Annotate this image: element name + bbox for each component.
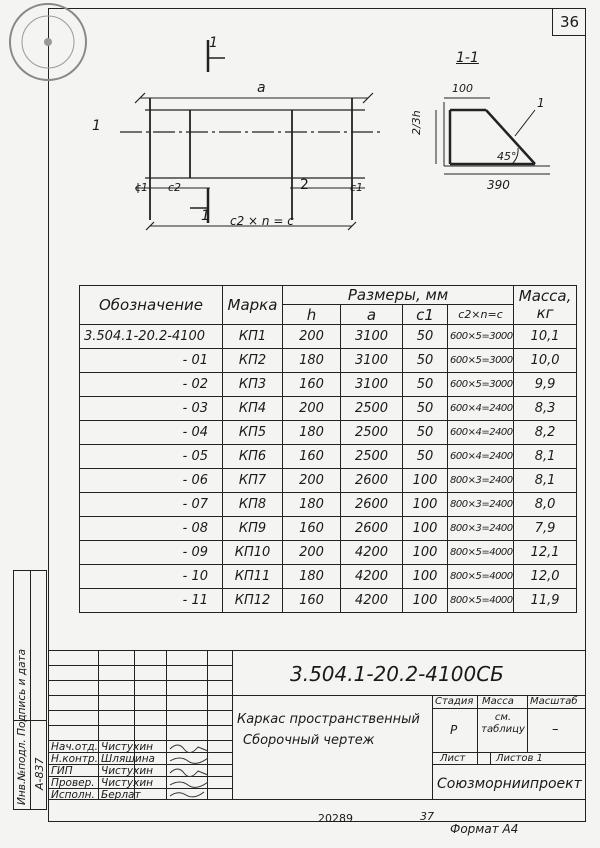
section-angle: 45° — [497, 150, 517, 163]
section-dim-height: 2/3h — [410, 110, 423, 135]
a-cell: 3100 — [341, 349, 403, 373]
table-row — [80, 349, 577, 373]
table-row — [80, 373, 577, 397]
mass-cell: 12,1 — [514, 541, 577, 565]
formula-cell: 800×5=4000 — [448, 565, 514, 589]
designation-cell: - 09 — [80, 541, 223, 565]
c1-cell: 50 — [403, 445, 448, 469]
header-formula: c2×n=c — [448, 305, 514, 325]
mass-cell: 9,9 — [514, 373, 577, 397]
c1-cell: 50 — [403, 421, 448, 445]
mass-value: см. таблицу — [481, 712, 525, 735]
signer-role: Нач.отд. — [51, 741, 99, 753]
mass-cell: 11,9 — [514, 589, 577, 613]
h-cell: 180 — [283, 565, 341, 589]
designation-cell: - 11 — [80, 589, 223, 613]
mass-header: Масса — [482, 696, 514, 707]
mass-cell: 8,2 — [514, 421, 577, 445]
header-a: a — [341, 305, 403, 325]
sheet-header: Лист — [440, 753, 466, 764]
formula-cell: 600×4=2400 — [448, 397, 514, 421]
a-cell: 3100 — [341, 325, 403, 349]
mark-cell: КП2 — [223, 349, 283, 373]
h-cell: 200 — [283, 397, 341, 421]
table-row — [80, 397, 577, 421]
c1-cell: 100 — [403, 541, 448, 565]
formula-cell: 800×5=4000 — [448, 541, 514, 565]
mark-cell: КП10 — [223, 541, 283, 565]
header-sizes: Размеры, мм — [283, 286, 514, 305]
mass-cell: 8,1 — [514, 445, 577, 469]
table-row — [80, 421, 577, 445]
c1-cell: 50 — [403, 325, 448, 349]
a-cell: 2500 — [341, 445, 403, 469]
table-row — [80, 541, 577, 565]
mass-cell: 10,0 — [514, 349, 577, 373]
signer-role: ГИП — [51, 765, 73, 777]
designation-cell: - 08 — [80, 517, 223, 541]
mass-cell: 8,3 — [514, 397, 577, 421]
header-mass: Масса, кг — [514, 286, 577, 325]
signer-role: Провер. — [51, 777, 95, 789]
drawing-title-line1: Каркас пространственный — [237, 712, 420, 727]
table-row — [80, 325, 577, 349]
h-cell: 180 — [283, 349, 341, 373]
stage-value: Р — [450, 723, 458, 737]
mark-cell: КП11 — [223, 565, 283, 589]
a-cell: 2600 — [341, 493, 403, 517]
signer-name: Чистухин — [101, 741, 154, 753]
designation-cell: - 10 — [80, 565, 223, 589]
mass-cell: 7,9 — [514, 517, 577, 541]
mark-cell: КП1 — [223, 325, 283, 349]
formula-cell: 800×3=2400 — [448, 493, 514, 517]
footer-number: 20289 — [318, 812, 353, 825]
c1-cell: 50 — [403, 349, 448, 373]
h-cell: 160 — [283, 589, 341, 613]
drawing-code: 3.504.1-20.2-4100СБ — [290, 662, 504, 686]
c1-cell: 50 — [403, 397, 448, 421]
signer-role: Н.контр. — [51, 753, 98, 765]
a-cell: 2500 — [341, 421, 403, 445]
table-row — [80, 445, 577, 469]
sheets-header: Листов 1 — [496, 753, 543, 764]
c1-cell: 100 — [403, 589, 448, 613]
mass-cell: 12,0 — [514, 565, 577, 589]
drawing-title-line2: Сборочный чертеж — [243, 733, 375, 748]
designation-cell: - 02 — [80, 373, 223, 397]
a-cell: 3100 — [341, 373, 403, 397]
formula-cell: 800×5=4000 — [448, 589, 514, 613]
a-cell: 4200 — [341, 565, 403, 589]
h-cell: 200 — [283, 325, 341, 349]
footer-page: 37 — [420, 810, 434, 823]
scale-value: – — [552, 722, 559, 737]
section-title: 1-1 — [456, 50, 479, 66]
header-c1: c1 — [403, 305, 448, 325]
table-row — [80, 517, 577, 541]
h-cell: 160 — [283, 517, 341, 541]
sheet-number: 36 — [560, 13, 580, 31]
table-row — [80, 469, 577, 493]
header-designation: Обозначение — [80, 286, 223, 325]
designation-cell: - 04 — [80, 421, 223, 445]
designation-cell: - 06 — [80, 469, 223, 493]
c1-cell: 100 — [403, 517, 448, 541]
plan-section-mark-bottom: 1 — [201, 208, 210, 224]
h-cell: 200 — [283, 469, 341, 493]
signer-name: Чистухин — [101, 777, 154, 789]
organization: Союзморниипроект — [437, 776, 582, 792]
formula-cell: 600×4=2400 — [448, 445, 514, 469]
signatures — [166, 740, 232, 800]
mass-cell: 8,1 — [514, 469, 577, 493]
signer-role: Исполн. — [51, 789, 95, 801]
a-cell: 2600 — [341, 517, 403, 541]
formula-cell: 800×3=2400 — [448, 469, 514, 493]
footer-format: Формат А4 — [450, 822, 519, 836]
signer-name: Шляшина — [101, 753, 155, 765]
header-mark: Марка — [223, 286, 283, 325]
h-cell: 160 — [283, 445, 341, 469]
c1-cell: 100 — [403, 565, 448, 589]
scale-header: Масштаб — [530, 696, 578, 707]
plan-label-2: 2 — [300, 177, 309, 193]
mark-cell: КП4 — [223, 397, 283, 421]
h-cell: 180 — [283, 421, 341, 445]
formula-cell: 600×4=2400 — [448, 421, 514, 445]
designation-cell: - 07 — [80, 493, 223, 517]
a-cell: 2600 — [341, 469, 403, 493]
signer-name: Чистухин — [101, 765, 154, 777]
mark-cell: КП7 — [223, 469, 283, 493]
designation-cell: - 01 — [80, 349, 223, 373]
h-cell: 200 — [283, 541, 341, 565]
section-dim-bottom: 390 — [487, 178, 510, 192]
designation-cell: - 05 — [80, 445, 223, 469]
plan-dim-formula: c2 × n = c — [230, 214, 294, 228]
side-stamp-label: Инв.№подл. Подпись и дата — [16, 648, 28, 805]
mark-cell: КП8 — [223, 493, 283, 517]
table-row — [80, 565, 577, 589]
formula-cell: 600×5=3000 — [448, 373, 514, 397]
header-h: h — [283, 305, 341, 325]
plan-section-mark: 1 — [209, 35, 218, 51]
plan-dim-a: a — [257, 80, 266, 96]
mark-cell: КП9 — [223, 517, 283, 541]
spec-table — [79, 285, 577, 613]
a-cell: 4200 — [341, 589, 403, 613]
plan-dim-c1-right: c1 — [350, 181, 364, 194]
plan-dim-c1-left: c1 — [135, 181, 149, 194]
a-cell: 2500 — [341, 397, 403, 421]
formula-cell: 800×3=2400 — [448, 517, 514, 541]
table-row — [80, 493, 577, 517]
mass-cell: 8,0 — [514, 493, 577, 517]
formula-cell: 600×5=3000 — [448, 325, 514, 349]
c1-cell: 50 — [403, 373, 448, 397]
c1-cell: 100 — [403, 469, 448, 493]
h-cell: 160 — [283, 373, 341, 397]
c1-cell: 100 — [403, 493, 448, 517]
plan-dim-c2: c2 — [168, 181, 182, 194]
mark-cell: КП5 — [223, 421, 283, 445]
table-row — [80, 589, 577, 613]
designation-cell: 3.504.1-20.2-4100 — [80, 325, 223, 349]
mass-cell: 10,1 — [514, 325, 577, 349]
section-dim-top: 100 — [452, 82, 473, 95]
formula-cell: 600×5=3000 — [448, 349, 514, 373]
section-leader-label: 1 — [537, 96, 545, 110]
designation-cell: - 03 — [80, 397, 223, 421]
plan-label-1: 1 — [92, 118, 101, 134]
mark-cell: КП6 — [223, 445, 283, 469]
side-stamp-inv: А-837 — [33, 757, 46, 790]
signer-name: Берлат — [101, 789, 141, 801]
mark-cell: КП12 — [223, 589, 283, 613]
a-cell: 4200 — [341, 541, 403, 565]
stage-header: Стадия — [435, 696, 474, 707]
mark-cell: КП3 — [223, 373, 283, 397]
h-cell: 180 — [283, 493, 341, 517]
